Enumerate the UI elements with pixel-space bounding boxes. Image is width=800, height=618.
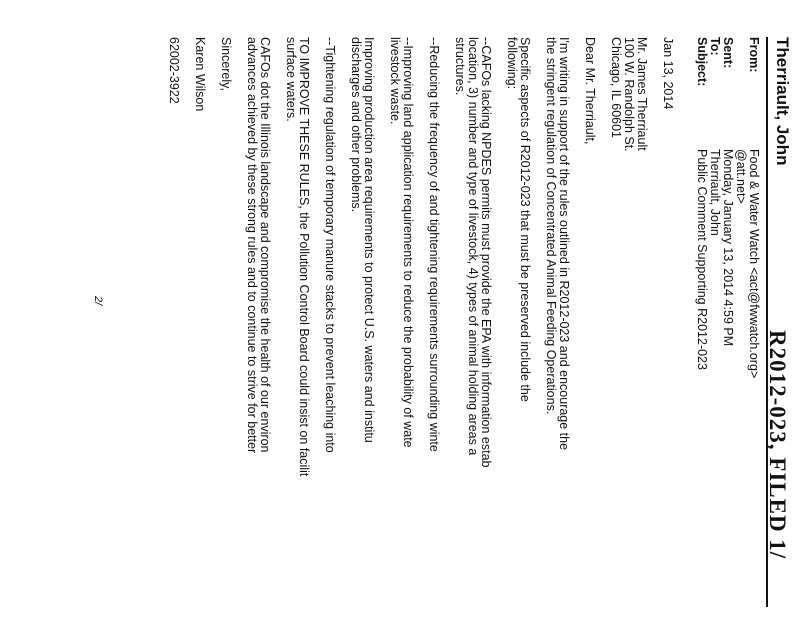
body-line: Jan 13, 2014 <box>661 37 675 110</box>
body-line: location, 3) number and type of livestock, 4) types of animal holding areas a <box>466 37 480 456</box>
blank-line <box>180 37 193 618</box>
blank-line <box>336 37 349 618</box>
body-line: I'm writing in support of the rules outlined in R2012-023 and encourage the <box>557 37 571 451</box>
header-value: Therriault, John <box>708 149 722 236</box>
blank-line <box>414 37 427 618</box>
header-subject <box>695 37 708 378</box>
body-line: --CAFOs lacking NPDES permits must provide the EPA with information estab <box>479 37 493 468</box>
blank-line <box>492 37 505 618</box>
header-label <box>734 37 747 149</box>
body-line: Sincerely, <box>219 37 233 91</box>
header-label: Subject: <box>695 37 709 87</box>
blank-line <box>310 37 323 618</box>
body-line: Improving production area requirements to protect U.S. waters and institu <box>362 37 376 443</box>
header-rule <box>766 37 768 607</box>
blank-line <box>375 37 388 618</box>
header-label: To: <box>708 37 722 56</box>
body-line: following: <box>505 37 519 90</box>
body-line: --Improving land application requirements to reduce the probability of wate <box>401 37 415 448</box>
header-from-cont <box>734 37 747 378</box>
header-value: Public Comment Supporting R2012-023 <box>695 149 709 370</box>
header-sent <box>721 37 734 378</box>
body-line: 62002-3922 <box>167 37 181 104</box>
blank-line <box>531 37 544 618</box>
body-line: Chicago, IL 60601 <box>609 37 623 139</box>
letter-body <box>167 37 674 618</box>
blank-line <box>570 37 583 618</box>
page-mark: 2/ <box>92 296 104 306</box>
body-line: discharges and other problems. <box>349 37 363 213</box>
blank-line <box>232 37 245 618</box>
header-from <box>747 37 760 378</box>
filing-stamp: R2012-023, FILED 1/ <box>765 330 790 560</box>
header-label: From: <box>747 37 761 73</box>
body-line: livestock waste. <box>388 37 402 125</box>
body-line: --Tightening regulation of temporary manure stacks to prevent leaching into <box>323 37 337 453</box>
body-line: advances achieved by these strong rules and to continue to strive for better <box>245 37 259 454</box>
blank-line <box>440 37 453 618</box>
body-line: TO IMPROVE THESE RULES, the Pollution Control Board could insist on facilit <box>297 37 311 477</box>
body-line: CAFOs dot the Illinois landscape and compromise the health of our environ <box>258 37 272 453</box>
body-line: Dear Mr. Therriault, <box>583 37 597 145</box>
email-header <box>695 37 760 378</box>
body-line: surface waters. <box>284 37 298 122</box>
blank-line <box>596 37 609 618</box>
body-line: the stringent regulation of Concentrated Animal Feeding Operations. <box>544 37 558 415</box>
header-value: Food & Water Watch <act@fwwatch.org> <box>747 149 761 379</box>
sender-name: Therriault, John <box>773 37 792 166</box>
header-value: Monday, January 13, 2014 4:59 PM <box>721 149 735 347</box>
body-line: Karen Wilson <box>193 37 207 112</box>
blank-line <box>648 37 661 618</box>
body-line: Specific aspects of R2012-023 that must be preserved include the <box>518 37 532 402</box>
header-to <box>708 37 721 378</box>
header-value: @att.net> <box>734 149 748 204</box>
blank-line <box>206 37 219 618</box>
header-label: Sent: <box>721 37 735 69</box>
body-line: --Reducing the frequency of and tightening requirements surrounding winte <box>427 37 441 452</box>
blank-line <box>271 37 284 618</box>
body-line: structures. <box>453 37 467 96</box>
body-line: Mr. James Therriault <box>635 37 649 151</box>
body-line: 100 W. Randolph St. <box>622 37 636 152</box>
